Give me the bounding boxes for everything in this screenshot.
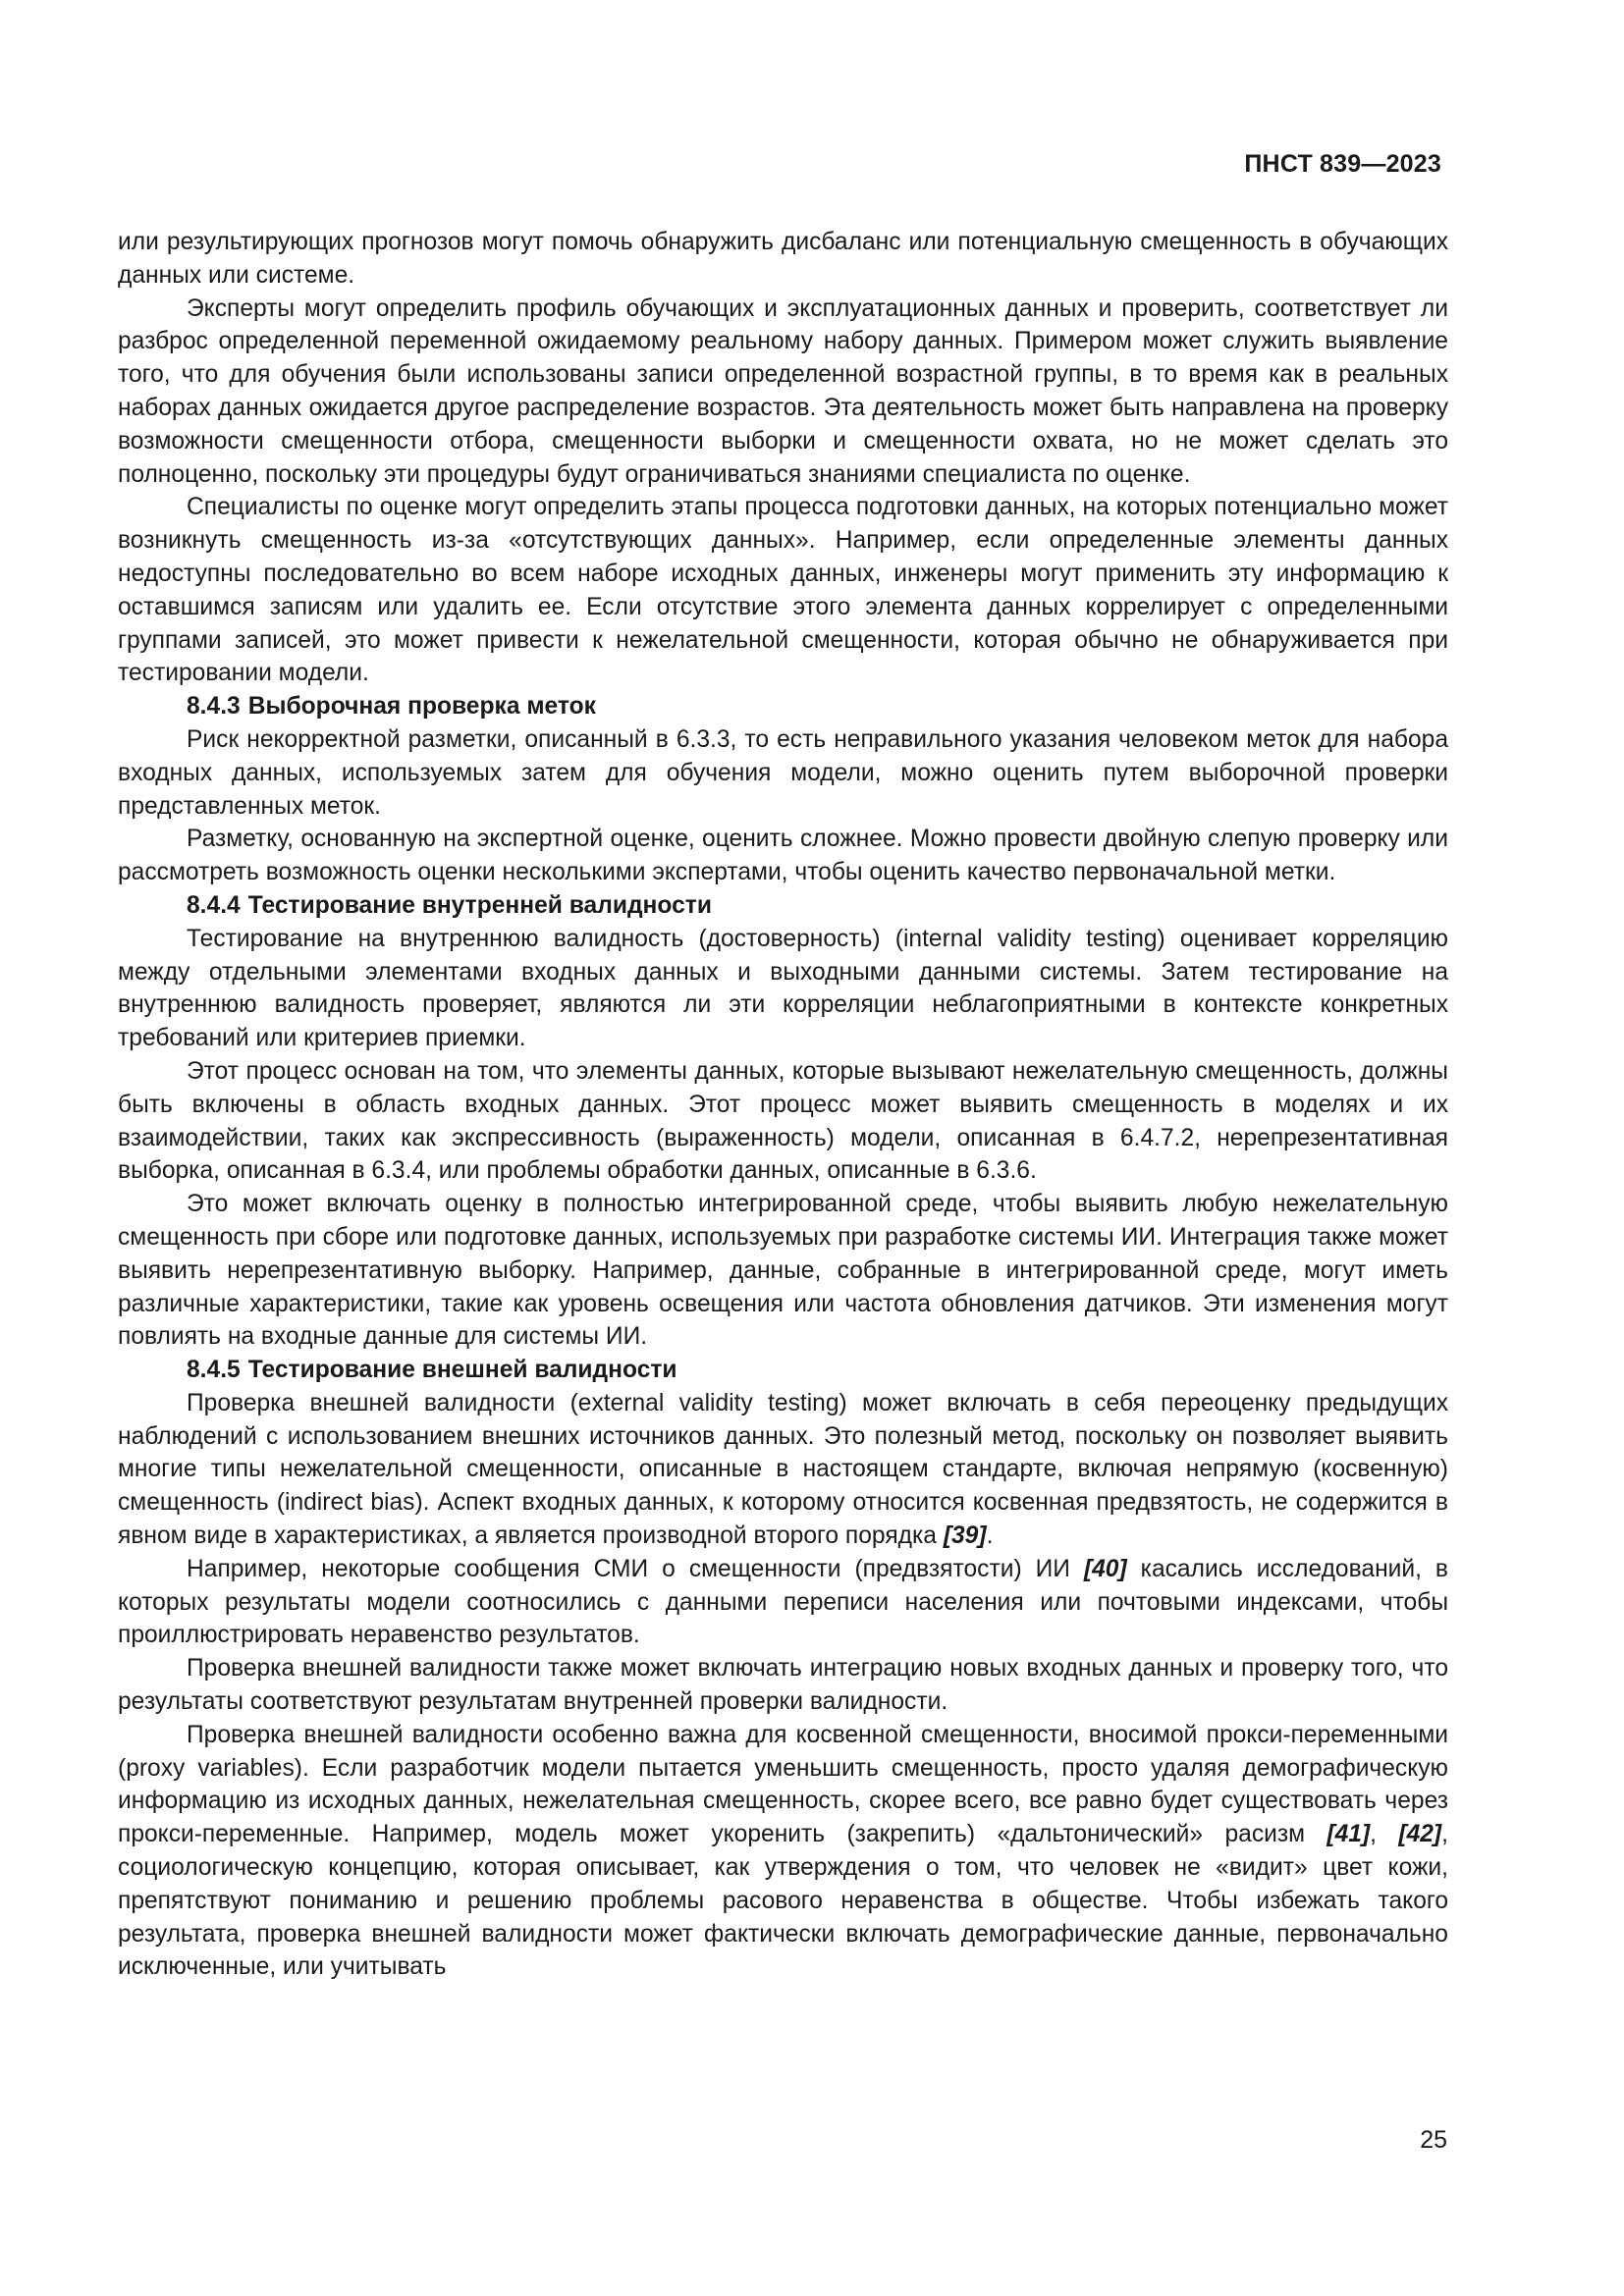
- paragraph: Эксперты могут определить профиль обучающих и эксплуатационных данных и проверить, соответствует ли разброс определенной переменной ожидаемому реальному набору данных. Примером может служить выявление того, что для обучения были использованы записи определенной возрастной группы, в то время как в реальных наборах данных ожидается другое распределение возрастов. Эта деятельность может быть направлена на проверку возможности смещенности отбора, смещенности выборки и смещенности охвата, но не может сделать это полноценно, поскольку эти процедуры будут ограничиваться знаниями специалиста по оценке.: [118, 294, 1448, 488]
- paragraph: Проверка внешней валидности также может включать интеграцию новых входных данных и проверку того, что результаты соответствуют результатам внутренней проверки валидности.: [118, 1655, 1448, 1716]
- paragraph: Это может включать оценку в полностью интегрированной среде, чтобы выявить любую нежелательную смещенность при сборе или подготовке данных, используемых при разработке системы ИИ. Интеграция также может выявить нерепрезентативную выборку. Например, данные, собранные в интегрированной среде, могут иметь различные характеристики, такие как уровень освещения или частота обновления датчиков. Эти изменения могут повлиять на входные данные для системы ИИ.: [118, 1191, 1448, 1351]
- page-body: [118, 226, 1448, 1984]
- paragraph-text: , социологическую концепцию, которая описывает, как утверждения о том, что человек не «видит» цвет кожи, препятствуют пониманию и решению проблемы расового неравенства в обществе. Чтобы избежать такого результата, проверка внешней валидности может фактически включать демографические данные, первоначально исключенные, или учитывать: [118, 1821, 1448, 1981]
- paragraph-text: Проверка внешней валидности особенно важна для косвенной смещенности, вносимой прокси-переменными (proxy variables). Если разработчик модели пытается уменьшить смещенность, просто удаляя демографическую информацию из исходных данных, нежелательная смещенность, скорее всего, все равно будет существовать через прокси-переменные. Например, модель может укоренить (закрепить) «дальтонический» расизм: [118, 1721, 1448, 1848]
- section-heading-8-4-5: [118, 1354, 1448, 1387]
- paragraph-continuation: или результирующих прогнозов могут помочь обнаружить дисбаланс или потенциальную смещенность в обучающих данных или системе.: [118, 229, 1448, 289]
- section-number: 8.4.4: [187, 891, 241, 919]
- section-heading-8-4-3: [118, 690, 1448, 723]
- section-title: Тестирование внутренней валидности: [247, 891, 712, 919]
- paragraph-text: Например, некоторые сообщения СМИ о смещенности (предвзятости) ИИ: [187, 1555, 1084, 1582]
- paragraph-text: Проверка внешней валидности (external validity testing) может включать в себя переоценку предыдущих наблюдений с использованием внешних источников данных. Это полезный метод, поскольку он позволяет выявить многие типы нежелательной смещенности, описанные в настоящем стандарте, включая непрямую (косвенную) смещенность (indirect bias). Аспект входных данных, к которому относится косвенная предвзятость, не содержится в явном виде в характеристиках, а является производной второго порядка: [118, 1389, 1448, 1550]
- paragraph-text: ,: [1370, 1821, 1399, 1848]
- section-heading-8-4-4: [118, 889, 1448, 923]
- document-number-header: ПНСТ 839—2023: [1244, 150, 1441, 178]
- paragraph: [118, 1719, 1448, 1984]
- paragraph: [118, 1387, 1448, 1553]
- paragraph: Риск некорректной разметки, описанный в 6.3.3, то есть неправильного указания человеком меток для набора входных данных, используемых затем для обучения модели, можно оценить путем выборочной проверки представленных меток.: [118, 725, 1448, 820]
- reference-40: [40]: [1083, 1555, 1127, 1582]
- section-title: Выборочная проверка меток: [247, 693, 596, 721]
- reference-41: [41]: [1326, 1821, 1371, 1848]
- page-number: 25: [1420, 2126, 1447, 2154]
- section-number: 8.4.5: [187, 1357, 241, 1384]
- paragraph: Этот процесс основан на том, что элементы данных, которые вызывают нежелательную смещенность, должны быть включены в область входных данных. Этот процесс может выявить смещенность в моделях и их взаимодействии, таких как экспрессивность (выраженность) модели, описанная в 6.4.7.2, нерепрезентативная выборка, описанная в 6.3.4, или проблемы обработки данных, описанные в 6.3.6.: [118, 1057, 1448, 1185]
- paragraph: [118, 1553, 1448, 1652]
- reference-39: [39]: [943, 1522, 987, 1550]
- paragraph-text: касались исследований, в которых результаты модели соотносились с данными переписи населения или почтовыми индексами, чтобы проиллюстрировать неравенство результатов.: [118, 1555, 1448, 1649]
- reference-42: [42]: [1398, 1821, 1442, 1848]
- section-number: 8.4.3: [187, 693, 241, 721]
- paragraph: Специалисты по оценке могут определить этапы процесса подготовки данных, на которых потенциально может возникнуть смещенность из-за «отсутствующих данных». Например, если определенные элементы данных недоступны последовательно во всем наборе исходных данных, инженеры могут применить эту информацию к оставшимся записям или удалить ее. Если отсутствие этого элемента данных коррелирует с определенными группами записей, это может привести к нежелательной смещенности, которая обычно не обнаруживается при тестировании модели.: [118, 494, 1448, 687]
- paragraph-text: .: [986, 1522, 994, 1550]
- paragraph: Разметку, основанную на экспертной оценке, оценить сложнее. Можно провести двойную слепую проверку или рассмотреть возможность оценки несколькими экспертами, чтобы оценить качество первоначальной метки.: [118, 826, 1448, 886]
- section-title: Тестирование внешней валидности: [247, 1357, 677, 1384]
- paragraph: Тестирование на внутреннюю валидность (достоверность) (internal validity testing) оценивает корреляцию между отдельными элементами входных данных и выходными данными системы. Затем тестирование на внутреннюю валидность проверяет, являются ли эти корреляции неблагоприятными в контексте конкретных требований или критериев приемки.: [118, 925, 1448, 1052]
